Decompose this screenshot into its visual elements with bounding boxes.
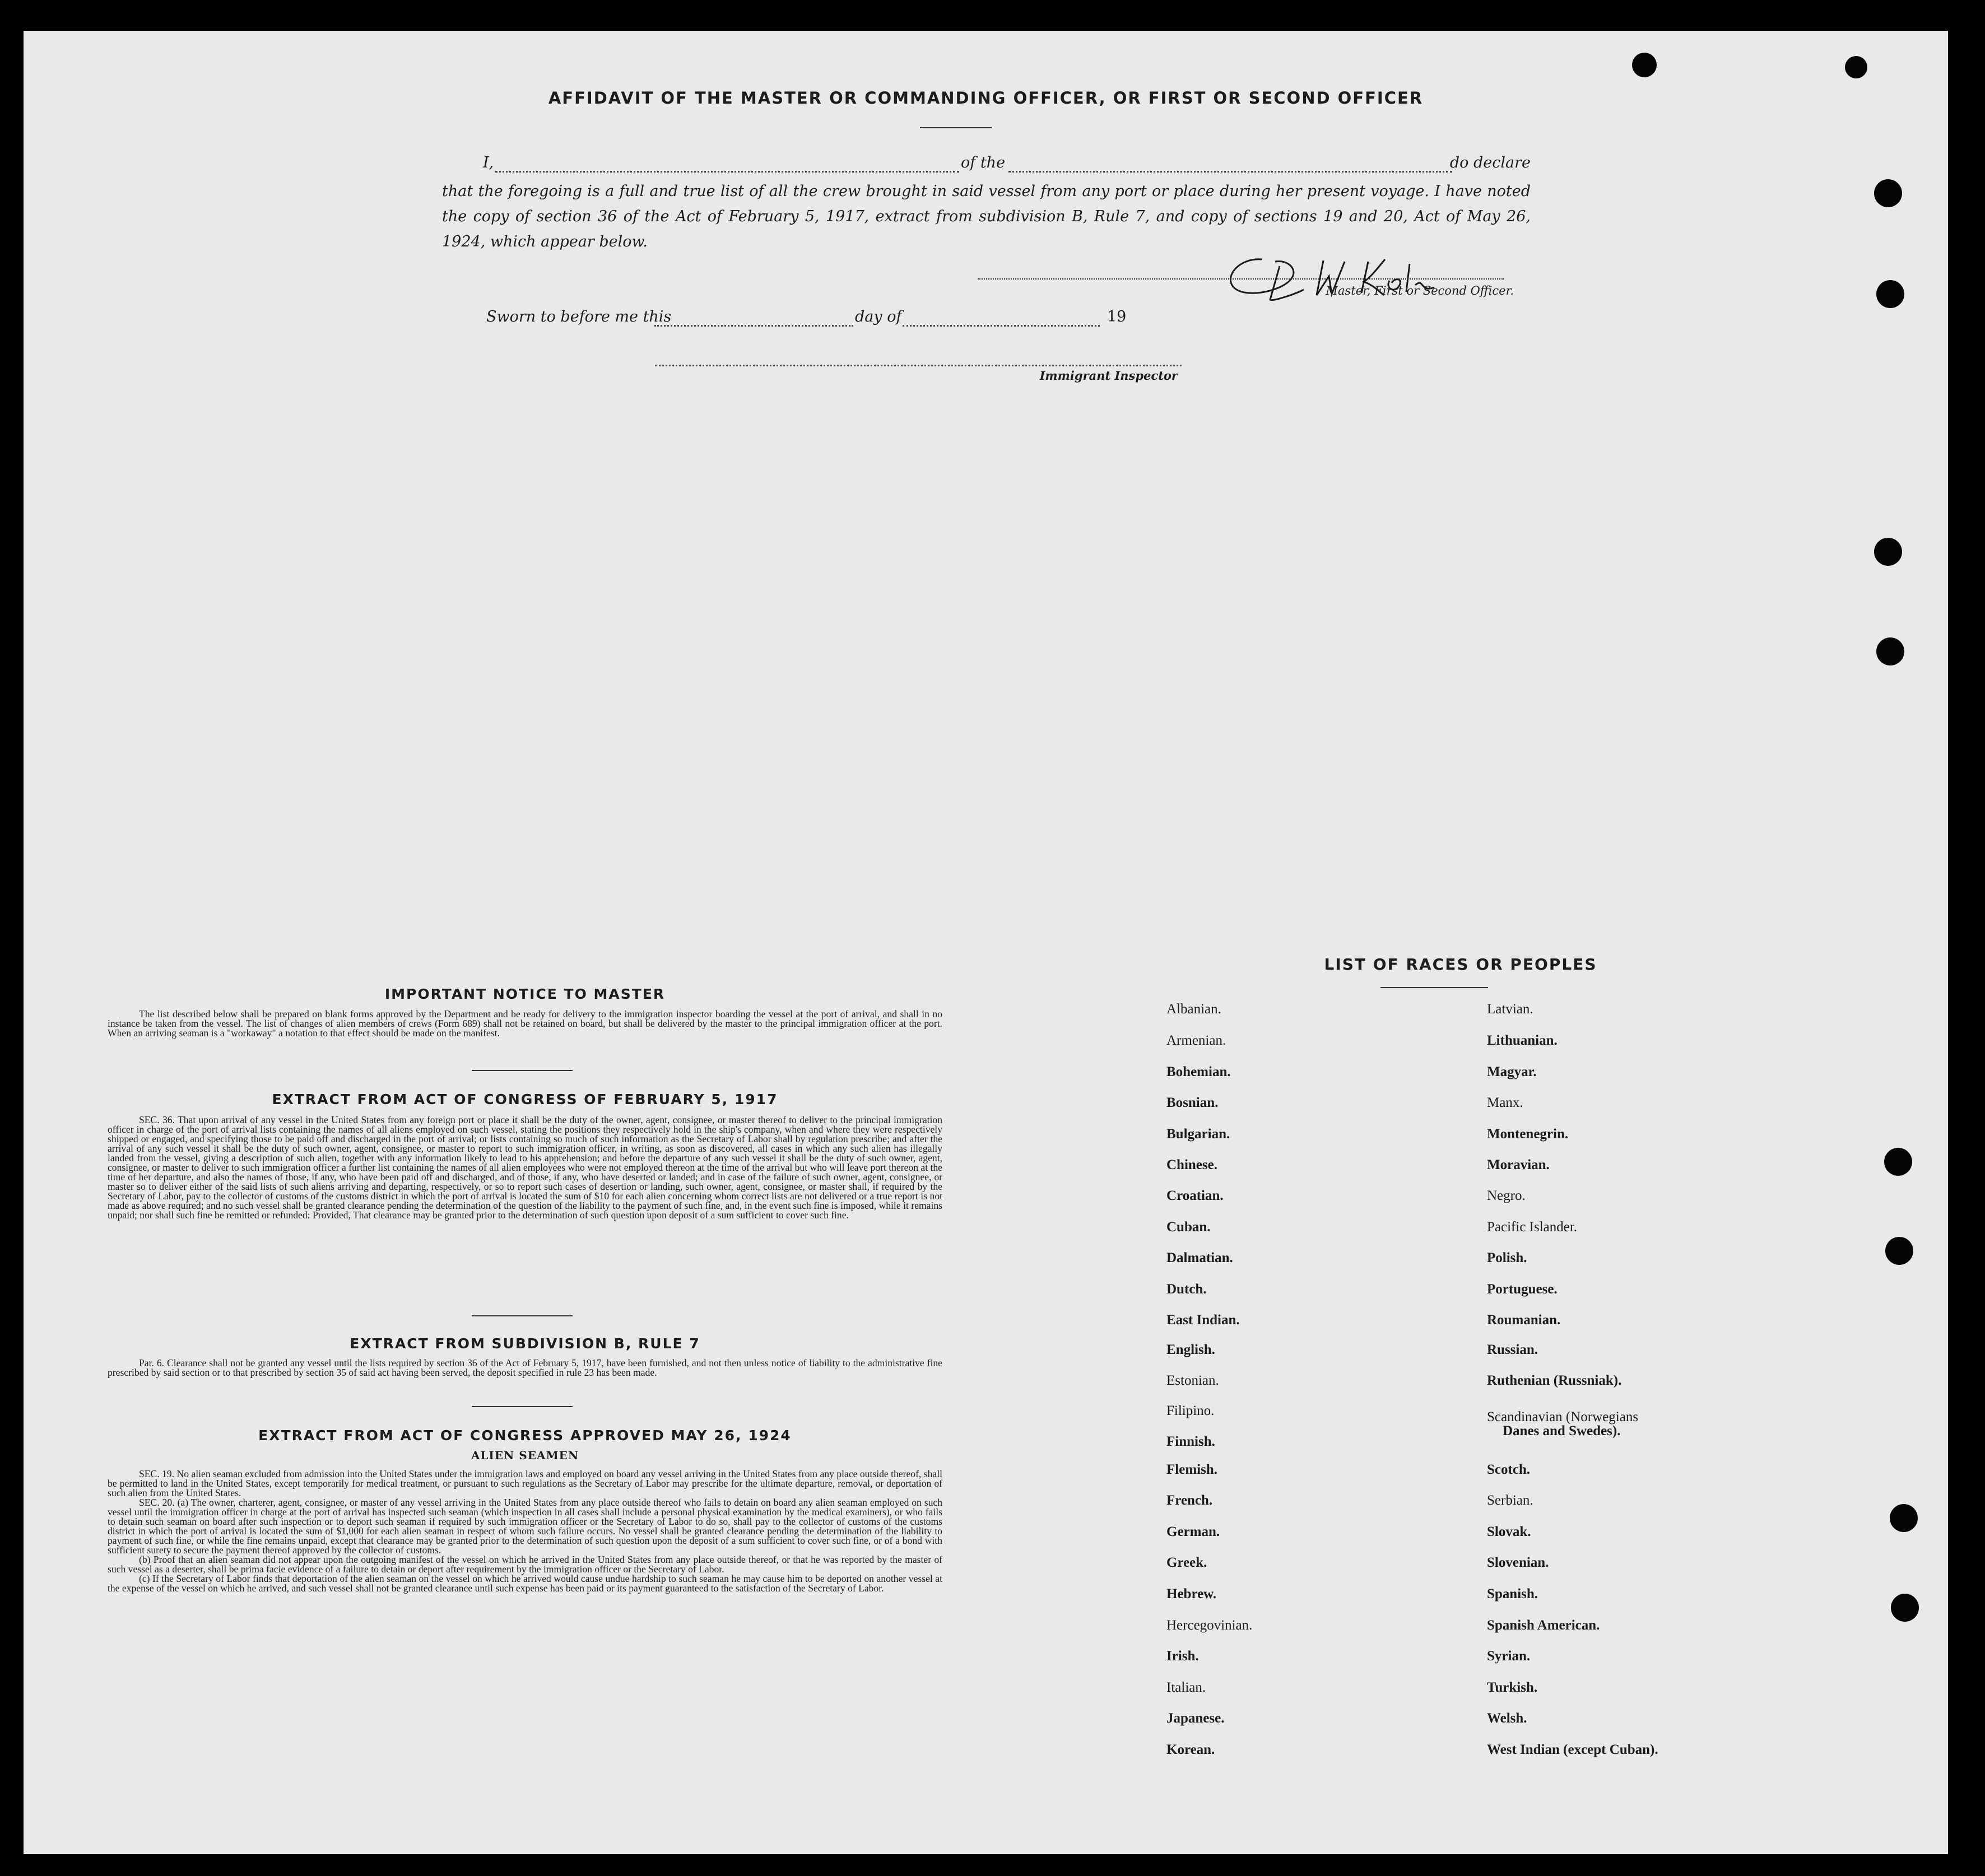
race-item: Portuguese. [1487, 1282, 1558, 1297]
sworn-day-field[interactable] [654, 325, 853, 327]
race-item: Japanese. [1166, 1711, 1225, 1726]
inspector-caption: Immigrant Inspector [1039, 369, 1178, 383]
race-item: Italian. [1166, 1680, 1206, 1695]
punch-hole [1874, 538, 1902, 566]
race-item: Bulgarian. [1166, 1126, 1230, 1142]
races-title-underline [1380, 987, 1488, 988]
sec20c-paragraph: (c) If the Secretary of Labor finds that deportation of the alien seaman on the vessel on which he arrived would cause undue hardship to such seaman he may cause him to be deported on another vessel at the expense of the vessel on which he arrived, and such vessel shall not be granted clearance until such expense has been paid or its payment guaranteed to the satisfaction of the Secretary of Labor. [108, 1573, 942, 1594]
extract-1924-text [108, 1469, 942, 1593]
race-item: English. [1166, 1342, 1215, 1357]
extract-rule7-text [108, 1358, 942, 1377]
form-page [24, 31, 1948, 1854]
vessel-field[interactable] [1008, 171, 1452, 173]
race-item: Croatian. [1166, 1188, 1224, 1203]
race-item: Bohemian. [1166, 1064, 1231, 1079]
race-item: Greek. [1166, 1555, 1207, 1570]
race-item: Finnish. [1166, 1434, 1215, 1449]
race-item: Korean. [1166, 1742, 1215, 1757]
race-item: Turkish. [1487, 1680, 1538, 1695]
label-year: 19 [1107, 308, 1127, 325]
extract-1917-text [108, 1115, 942, 1220]
race-item: Cuban. [1166, 1219, 1211, 1235]
divider [472, 1070, 573, 1071]
affidavit-title: AFFIDAVIT OF THE MASTER OR COMMANDING OFFICER, OR FIRST OR SECOND OFFICER [548, 89, 1424, 108]
notice-paragraph: The list described below shall be prepared on blank forms approved by the Department and be ready for delivery to the immigration inspector boarding the vessel at the port of arrival, and shall in no instance be taken from the vessel. The list of changes of alien members of crews (Form 689) shall not be retained on board, but shall be delivered by the master to the principal immigration officer at the port. When an arriving seaman is a "workaway" a notation to that effect should be made on the manifest. [108, 1008, 942, 1039]
race-item: Latvian. [1487, 1002, 1533, 1017]
label-sworn: Sworn to before me this [486, 308, 672, 325]
divider [472, 1406, 573, 1407]
punch-hole [1876, 280, 1904, 308]
race-item: Pacific Islander. [1487, 1219, 1578, 1235]
race-item: Filipino. [1166, 1403, 1215, 1418]
race-item: Ruthenian (Russniak). [1487, 1373, 1622, 1388]
declare-line [483, 154, 1531, 176]
race-item: Syrian. [1487, 1649, 1531, 1664]
race-item: Lithuanian. [1487, 1033, 1558, 1048]
races-title: LIST OF RACES OR PEOPLES [1324, 955, 1597, 974]
punch-hole [1884, 1148, 1912, 1176]
sec36-paragraph: SEC. 36. That upon arrival of any vessel in the United States from any foreign port or place it shall be the duty of the owner, agent, consignee, or master thereof to deliver to the principal immigration officer in charge of the port of arrival lists containing the names of all aliens employed on such vessel, stating the positions they respectively hold in the ship's company, when and where they were respectively shipped or engaged, and specifying those to be paid off and discharged in the port of arrival; or lists containing so much of such information as the Secretary of Labor shall by regulation prescribe; and after the arrival of any such vessel it shall be the duty of such owner, agent, consignee, or master to report to such immigration officer, in writing, as soon as discovered, all cases in which any such alien has illegally landed from the vessel, giving a description of such alien, together with any information likely to lead to his apprehension; and before the departure of any such vessel it shall be the duty of such owner, agent, consignee, or master to deliver to such immigration officer a further list containing the names of all alien employees who were not employed thereon at the time of the arrival but who will leave port thereon at the time of her departure, and also the names of those, if any, who have been paid off and discharged, and of those, if any, who have deserted or landed; and in case of the failure of such owner, agent, consignee, or master so to deliver either of the said lists of such aliens arriving and departing, respectively, or so to report such cases of desertion or landing, such owner, agent, consignee, or master shall, if required by the Secretary of Labor, pay to the collector of customs of the customs district in which the port of arrival is located the sum of $10 for each alien concerning whom correct lists are not delivered or a true report is not made as above required; and no such vessel shall be granted clearance pending the determination of the question of the liability to the payment of such fine, and, in the event such fine is imposed, while it remains unpaid; nor shall such fine be remitted or refunded: Provided, That clearance may be granted prior to the determination of such question upon deposit of a sum sufficient to cover such fine. [108, 1114, 942, 1221]
race-item: Dutch. [1166, 1282, 1207, 1297]
label-of-the: of the [961, 154, 1006, 171]
punch-hole [1890, 1504, 1918, 1532]
race-item: Dalmatian. [1166, 1250, 1233, 1265]
sec20b-paragraph: (b) Proof that an alien seaman did not appear upon the outgoing manifest of the vessel on which he arrived in the United States from any place outside thereof, or that he was reported by the master of such vessel as a deserter, shall be prima facie evidence of a failure to detain or deport after requirement by the immigration officer or the Secretary of Labor. [108, 1554, 942, 1575]
race-item: Hercegovinian. [1166, 1618, 1253, 1633]
race-item: Hebrew. [1166, 1586, 1217, 1602]
sec20a-paragraph: SEC. 20. (a) The owner, charterer, agent, consignee, or master of any vessel arriving in the United States from any place outside thereof who fails to detain on board any alien seaman employed on such vessel until the immigration officer in charge at the port of arrival has inspected such seaman (which inspection in all cases shall include a personal physical examination by the medical examiners), or who fails to detain such seaman on board after such inspection or to deport such seaman if required by such immigration officer or the Secretary of Labor to do so, shall pay to the collector of customs of the customs district in which the port of arrival is located the sum of $1,000 for each alien seaman in respect of whom such failure occurs. No vessel shall be granted clearance pending the determination of the liability to payment of such fine, or while the fine remains unpaid, except that clearance may be granted prior to the determination of such question upon the deposit of a sum sufficient to cover such fine, or of a bond with sufficient surety to secure the payment thereof approved by the collector of customs. [108, 1497, 942, 1556]
punch-hole [1632, 53, 1657, 77]
race-item: Flemish. [1166, 1462, 1217, 1477]
race-item: Russian. [1487, 1342, 1538, 1357]
name-field[interactable] [495, 171, 959, 173]
label-day-of: day of [855, 308, 902, 325]
race-item: Irish. [1166, 1649, 1199, 1664]
race-item: German. [1166, 1524, 1220, 1539]
race-item: Spanish American. [1487, 1618, 1600, 1633]
race-item: Spanish. [1487, 1586, 1538, 1602]
punch-hole [1876, 637, 1904, 665]
signature [1217, 227, 1463, 322]
race-item: East Indian. [1166, 1312, 1240, 1328]
divider [472, 1315, 573, 1316]
punch-hole [1885, 1237, 1913, 1265]
race-item: Montenegrin. [1487, 1126, 1569, 1142]
par6-paragraph: Par. 6. Clearance shall not be granted any vessel until the lists required by section 36 of the Act of February 5, 1917, have been furnished, and not then unless notice of liability to the administrative fine prescribed by said section or to that prescribed by section 35 of said act having been served, the deposit specified in rule 23 has been made. [108, 1357, 942, 1378]
race-item: Estonian. [1166, 1373, 1219, 1388]
extract-1917-title: EXTRACT FROM ACT OF CONGRESS OF FEBRUARY 5, 1917 [272, 1091, 778, 1107]
race-item: Polish. [1487, 1250, 1527, 1265]
label-do-declare: do declare [1449, 154, 1531, 171]
sec19-paragraph: SEC. 19. No alien seaman excluded from admission into the United States under the immigration laws and employed on board any vessel arriving in the United States from any place outside thereof, shall be permitted to land in the United States, except temporarily for medical treatment, or pursuant to such regulations as the Secretary of Labor may prescribe for the ultimate departure, removal, or deportation of such alien from the United States. [108, 1468, 942, 1498]
sworn-line [486, 308, 1136, 330]
affidavit-body: that the foregoing is a full and true list of all the crew brought in said vessel from any port or place during her present voyage. I have noted the copy of section 36 of the Act of February 5, 1917, extract from subdivision B, Rule 7, and copy of sections 19 and 20, Act of May 26, 1924, which appear below. [442, 183, 1531, 250]
extract-1924-title: EXTRACT FROM ACT OF CONGRESS APPROVED MAY 26, 1924 [258, 1427, 792, 1444]
race-item: Chinese. [1166, 1157, 1217, 1172]
race-item: Welsh. [1487, 1711, 1527, 1726]
notice-text [108, 1009, 942, 1038]
race-item: Slovak. [1487, 1524, 1531, 1539]
race-item: Scotch. [1487, 1462, 1531, 1477]
title-underline [920, 127, 992, 128]
punch-hole [1891, 1594, 1919, 1622]
extract-rule7-title: EXTRACT FROM SUBDIVISION B, RULE 7 [350, 1335, 700, 1352]
race-item: Magyar. [1487, 1064, 1537, 1079]
race-item: Serbian. [1487, 1493, 1533, 1508]
race-item: Bosnian. [1166, 1095, 1219, 1110]
race-item: West Indian (except Cuban). [1487, 1742, 1658, 1757]
punch-hole [1874, 179, 1902, 207]
race-item: Roumanian. [1487, 1312, 1561, 1328]
race-item: Manx. [1487, 1095, 1523, 1110]
race-item: Armenian. [1166, 1033, 1226, 1048]
alien-seamen-subtitle: ALIEN SEAMEN [471, 1449, 579, 1462]
race-item: Scandinavian (Norwegians [1487, 1409, 1639, 1425]
signature-caption: Master, First or Second Officer. [1326, 284, 1514, 297]
race-item: Albanian. [1166, 1002, 1221, 1017]
sworn-month-field[interactable] [903, 325, 1100, 327]
race-item: Moravian. [1487, 1157, 1550, 1172]
notice-title: IMPORTANT NOTICE TO MASTER [384, 986, 666, 1002]
punch-hole [1845, 56, 1867, 78]
inspector-signature-line[interactable] [655, 365, 1182, 366]
signature-line[interactable] [978, 278, 1504, 280]
label-i: I, [483, 154, 494, 171]
race-item: Negro. [1487, 1188, 1526, 1203]
race-item: Danes and Swedes). [1503, 1423, 1621, 1439]
race-item: Slovenian. [1487, 1555, 1549, 1570]
race-item: French. [1166, 1493, 1213, 1508]
